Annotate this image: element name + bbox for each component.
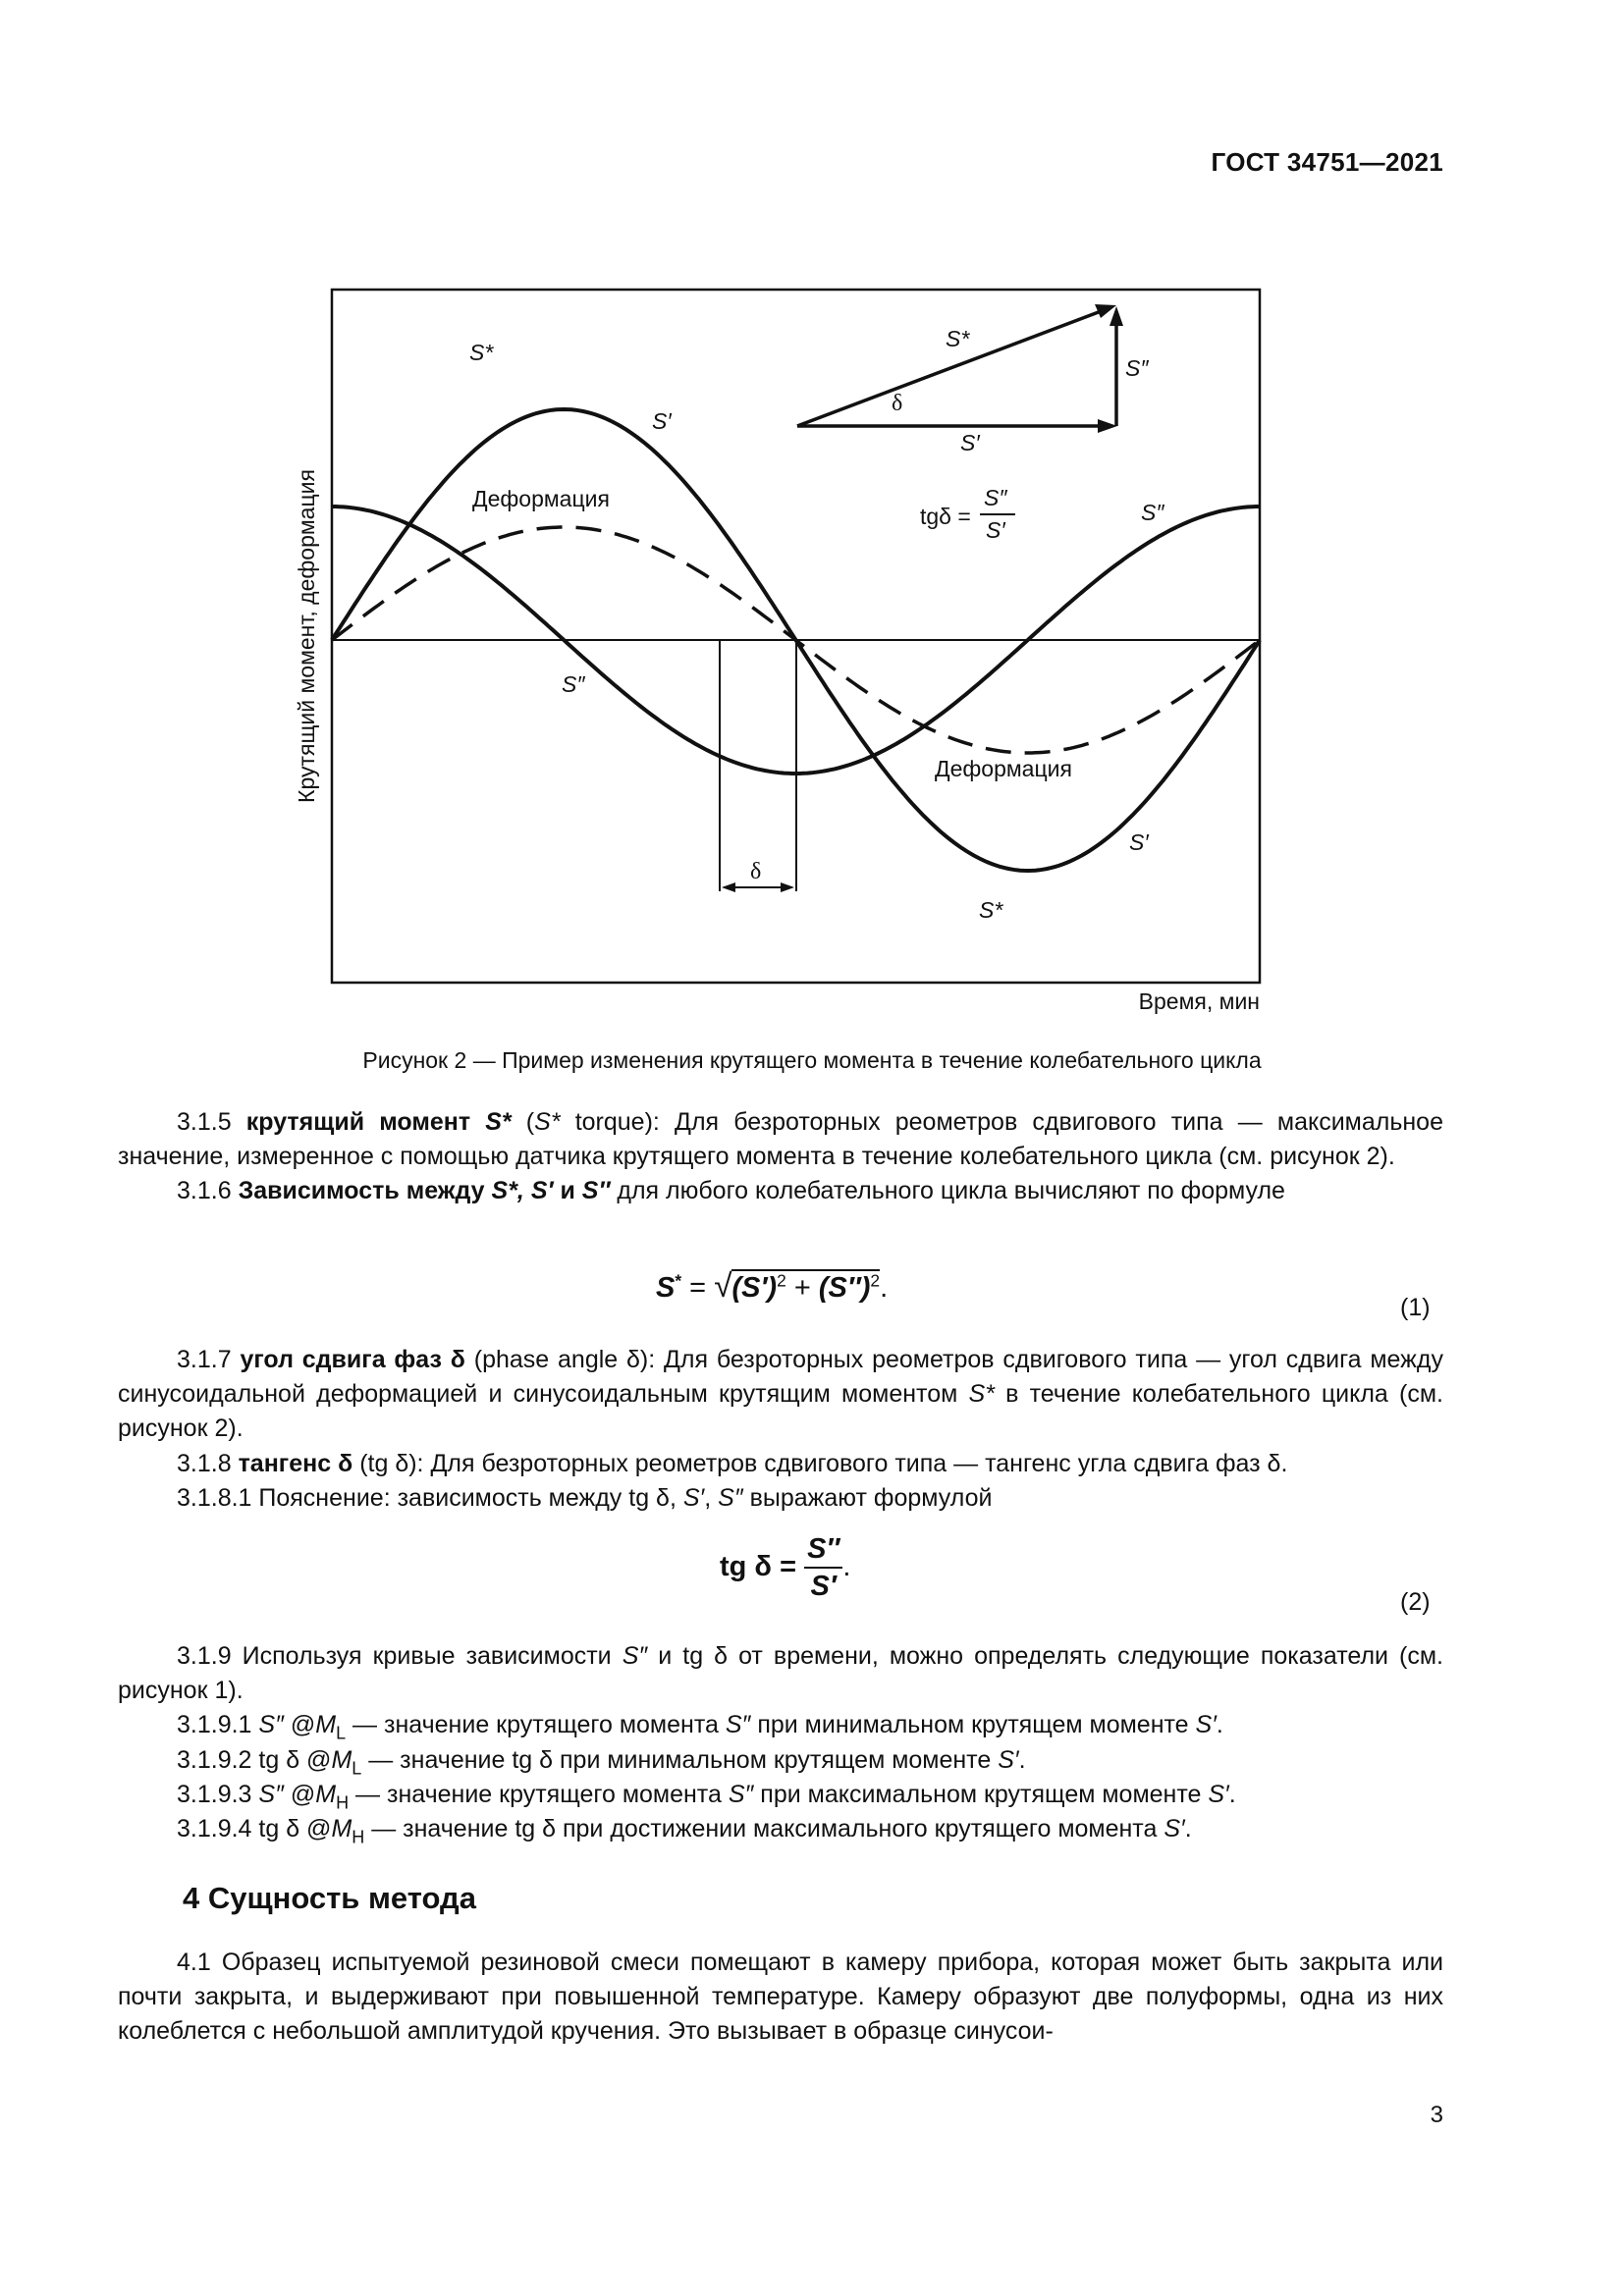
paragraph-3-1-9-3: 3.1.9.3 S″ $@M_H$ — значение крутящего момента S″ при максимальном крутящем моменте S′. <box>177 1780 1236 1813</box>
label-s-star-top: S* <box>469 340 494 365</box>
delta-arrowhead-right <box>781 882 794 892</box>
equation-1-number: (1) <box>1400 1294 1431 1321</box>
paragraph-3-1-7: 3.1.7 угол сдвига фаз δ (phase angle δ): Для безроторных реометров сдвигового типа — угол сдвига между синусоидальной деформацией и синусоидальным крутящим моментом S* в течение колебательного цикла (см. рисунок 2). <box>118 1346 1443 1443</box>
delta-label: δ <box>750 859 762 884</box>
definitions-block <box>118 1105 1443 1209</box>
triangle-delta-label: δ <box>892 391 903 416</box>
label-s-double-right: S″ <box>1141 500 1164 525</box>
triangle-s-double-label: S″ <box>1125 355 1149 381</box>
label-deformation-top: Деформация <box>472 486 610 511</box>
definitions-block-3 <box>118 1639 1443 1846</box>
paragraph-3-1-5: 3.1.5 крутящий момент S* (S* torque): Для безроторных реометров сдвигового типа — максимальное значение, измеренное с помощью датчика крутящего момента в течение колебательного цикла (см. рисунок 2). <box>118 1108 1443 1171</box>
page-number: 3 <box>1430 2102 1443 2128</box>
paragraph-3-1-9-2: 3.1.9.2 tg δ $@M_L$ — значение tg δ при минимальном крутящем моменте S′. <box>177 1745 1026 1778</box>
triangle-s-prime-label: S′ <box>960 430 980 455</box>
definitions-block-2 <box>118 1343 1443 1516</box>
equation-1: $S^* = √(S')^2 + (S'')^2$. <box>656 1268 889 1305</box>
equation-2-number: (2) <box>1400 1588 1431 1616</box>
paragraph-3-1-9-1: 3.1.9.1 S″ $@M_L$ — значение крутящего момента S″ при минимальном крутящем моменте S′. <box>177 1711 1223 1743</box>
paragraph-3-1-9-4: 3.1.9.4 tg δ $@M_H$ — значение tg δ при достижении максимального крутящего момента S′. <box>177 1815 1192 1847</box>
vector-s-double-head <box>1110 306 1123 326</box>
tg-delta-label: tgδ = <box>920 504 971 529</box>
document-code: ГОСТ 34751—2021 <box>1211 147 1443 177</box>
paragraph-4-1: 4.1 Образец испытуемой резиновой смеси помещают в камеру прибора, которая может быть закрыта или почти закрыта, и выдерживают при повышенной температуре. Камеру образуют две полуформы, одна из них колеблется с небольшой амплитудой кручения. Это вызывает в образце синусои- <box>118 1949 1443 2046</box>
label-s-prime-top: S′ <box>652 408 672 434</box>
section-title: 4 Сущность метода <box>183 1881 476 1915</box>
triangle-s-star-label: S* <box>946 326 970 351</box>
label-s-double-middle: S″ <box>562 671 585 697</box>
label-s-prime-bottom: S′ <box>1129 829 1149 855</box>
figure-caption: Рисунок 2 — Пример изменения крутящего момента в течение колебательного цикла <box>362 1047 1262 1073</box>
torque-figure <box>0 0 1624 1041</box>
tg-delta-denominator: S′ <box>986 517 1005 543</box>
x-axis-label: Время, мин <box>1138 988 1260 1014</box>
paragraph-3-1-6: 3.1.6 Зависимость между S*, S′ и S″ для любого колебательного цикла вычисляют по формуле <box>177 1177 1285 1205</box>
vector-s-prime-head <box>1098 419 1117 433</box>
equation-2: tg δ = $\frac{S''}{S'}$ . <box>720 1533 851 1602</box>
y-axis-label: Крутящий момент, деформация <box>294 469 319 803</box>
tg-delta-numerator: S″ <box>984 485 1007 510</box>
delta-arrowhead-left <box>722 882 735 892</box>
label-deformation-bottom: Деформация <box>935 756 1072 781</box>
paragraph-3-1-8: 3.1.8 тангенс δ (tg δ): Для безроторных реометров сдвигового типа — тангенс угла сдвига фаз δ. <box>177 1449 1288 1477</box>
paragraph-3-1-9: 3.1.9 Используя кривые зависимости S″ и tg δ от времени, можно определять следующие показатели (см. рисунок 1). <box>118 1642 1444 1705</box>
label-s-star-bottom: S* <box>979 897 1003 923</box>
paragraph-3-1-8-1: 3.1.8.1 Пояснение: зависимость между tg δ, S′, S″ выражают формулой <box>177 1483 993 1512</box>
